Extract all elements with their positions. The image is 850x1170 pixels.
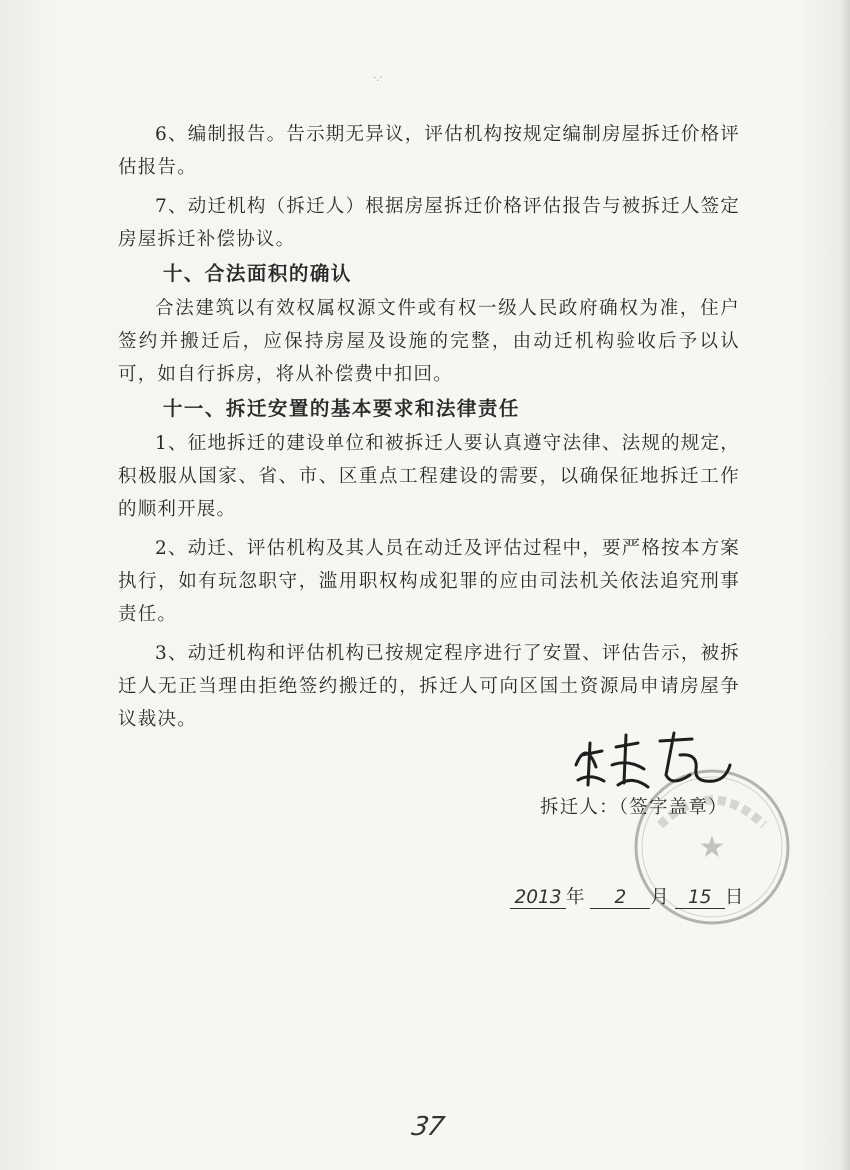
date-year-unit: 年 bbox=[566, 887, 585, 908]
paragraph-item-7: 7、动迁机构（拆迁人）根据房屋拆迁价格评估报告与被拆迁人签定房屋拆迁补偿协议。 bbox=[118, 196, 740, 250]
signature-block bbox=[480, 725, 810, 925]
date-year: 2013 bbox=[510, 887, 566, 909]
section-11-heading: 十一、拆迁安置的基本要求和法律责任 bbox=[162, 397, 520, 420]
paragraph-item-6: 6、编制报告。告示期无异议，评估机构按规定编制房屋拆迁价格评估报告。 bbox=[118, 124, 740, 178]
date-day-unit: 日 bbox=[724, 887, 744, 908]
date-day: 15 bbox=[675, 887, 725, 909]
section-10-heading: 十、合法面积的确认 bbox=[162, 262, 352, 285]
page-edge-shadow bbox=[840, 0, 850, 1170]
scan-speck: ·.· bbox=[373, 73, 383, 84]
date-month: 2 bbox=[590, 887, 650, 909]
handwritten-signature bbox=[568, 725, 738, 795]
section-11-item-1: 1、征地拆迁的建设单位和被拆迁人要认真遵守法律、法规的规定，积极服从国家、省、市、区重点工程建设的需要，以确保征地拆迁工作的顺利开展。 bbox=[118, 433, 740, 520]
svg-text:★: ★ bbox=[698, 830, 726, 865]
page-number: 37 bbox=[409, 1112, 446, 1142]
date-month-unit: 月 bbox=[650, 887, 669, 908]
section-10-body: 合法建筑以有效权属权源文件或有权一级人民政府确权为准，住户签约并搬迁后，应保持房屋及设施的完整，由动迁机构验收后予以认可，如自行拆房，将从补偿费中扣回。 bbox=[118, 298, 740, 385]
signing-date bbox=[510, 883, 743, 909]
document-body bbox=[118, 118, 740, 736]
section-11-item-2: 2、动迁、评估机构及其人员在动迁及评估过程中，要严格按本方案执行，如有玩忽职守，滥用职权构成犯罪的应由司法机关依法追究刑事责任。 bbox=[118, 538, 740, 625]
signatory-label: 拆迁人：（签字盖章） bbox=[540, 797, 728, 818]
section-11-item-3: 3、动迁机构和评估机构已按规定程序进行了安置、评估告示，被拆迁人无正当理由拒绝签约搬迁的，拆迁人可向区国土资源局申请房屋争议裁决。 bbox=[118, 643, 740, 730]
